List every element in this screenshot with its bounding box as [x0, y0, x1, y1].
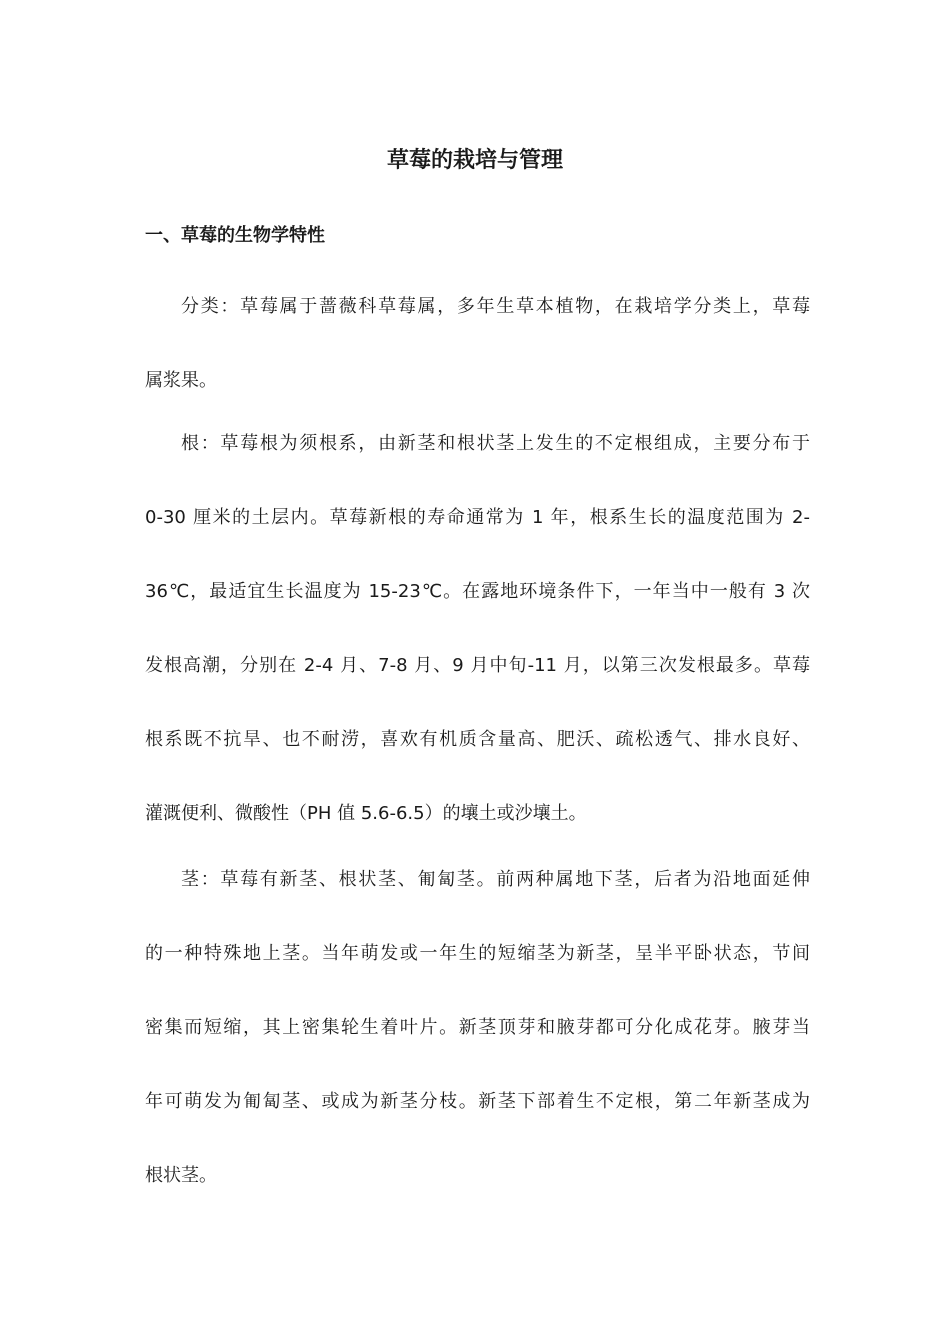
paragraph-stem [145, 843, 810, 1213]
paragraph-line: 根系既不抗旱、也不耐涝，喜欢有机质含量高、肥沃、疏松透气、排水良好、 [145, 729, 810, 750]
paragraph-line: 茎：草莓有新茎、根状茎、匍匐茎。前两种属地下茎，后者为沿地面延伸 [181, 869, 810, 890]
paragraph-line: 灌溉便利、微酸性（PH 值 5.6-6.5）的壤土或沙壤土。 [145, 803, 587, 824]
paragraph-line: 0-30 厘米的土层内。草莓新根的寿命通常为 1 年，根系生长的温度范围为 2- [145, 507, 810, 528]
paragraph-line: 发根高潮，分别在 2-4 月、7-8 月、9 月中旬-11 月，以第三次发根最多。草莓 [145, 655, 810, 676]
paragraph-line: 分类：草莓属于蔷薇科草莓属，多年生草本植物，在栽培学分类上，草莓 [181, 296, 810, 317]
paragraph-line: 年可萌发为匍匐茎、或成为新茎分枝。新茎下部着生不定根，第二年新茎成为 [145, 1091, 810, 1112]
paragraph-root [145, 407, 810, 851]
paragraph-line: 根状茎。 [145, 1165, 217, 1186]
paragraph-classification [145, 270, 810, 418]
document-title: 草莓的栽培与管理 [386, 148, 563, 173]
paragraph-line: 根：草莓根为须根系，由新茎和根状茎上发生的不定根组成，主要分布于 [181, 433, 810, 454]
paragraph-line: 的一种特殊地上茎。当年萌发或一年生的短缩茎为新茎，呈半平卧状态，节间 [145, 943, 810, 964]
section-heading-biology: 一、草莓的生物学特性 [145, 225, 325, 246]
paragraph-line: 属浆果。 [145, 370, 217, 391]
paragraph-line: 36℃，最适宜生长温度为 15-23℃。在露地环境条件下，一年当中一般有 3 次 [145, 581, 810, 602]
paragraph-line: 密集而短缩，其上密集轮生着叶片。新茎顶芽和腋芽都可分化成花芽。腋芽当 [145, 1017, 810, 1038]
